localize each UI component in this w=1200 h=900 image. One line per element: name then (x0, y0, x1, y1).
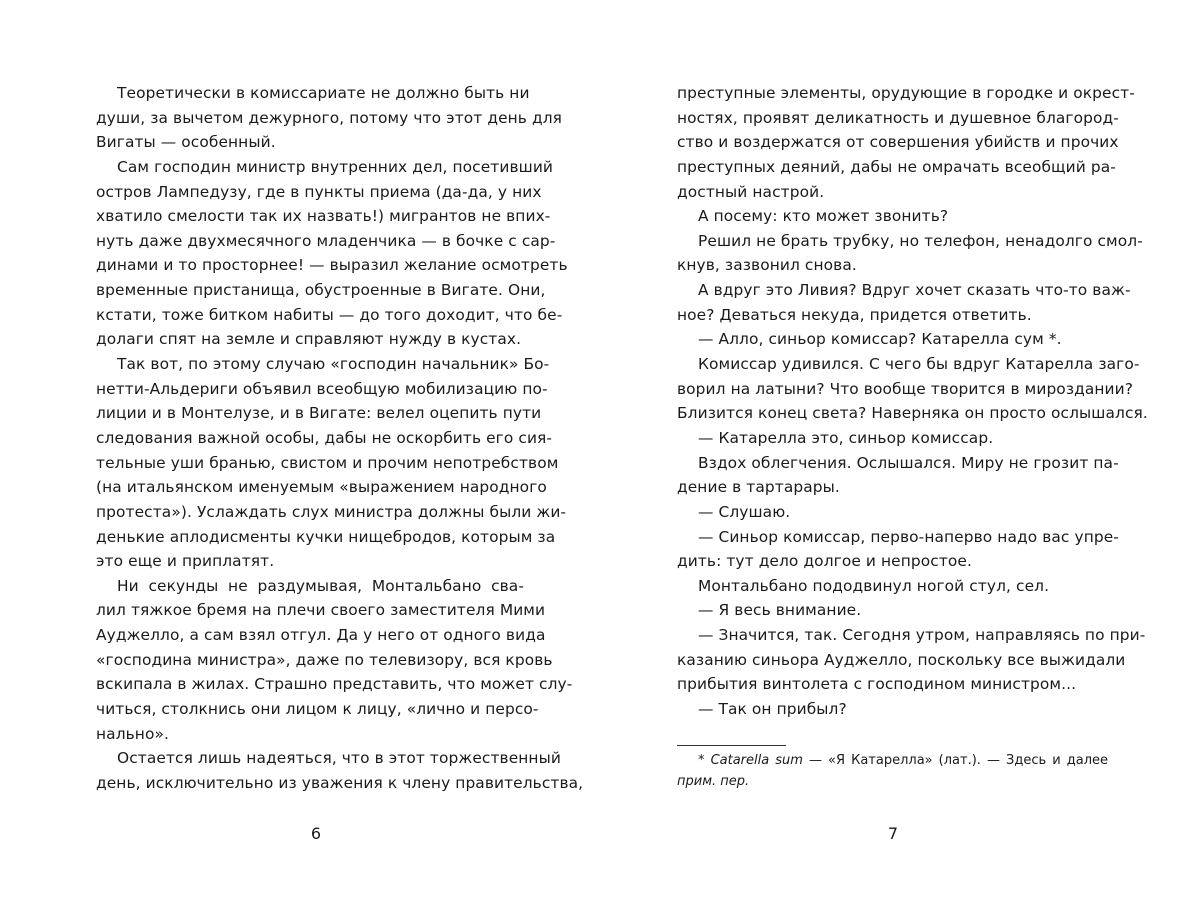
right-page-text (677, 81, 1148, 722)
text-line: кнув, зазвонил снова. (677, 256, 857, 275)
text-line: ностях, проявят деликатность и душевное благород- (677, 108, 1119, 127)
text-line: — Я весь внимание. (698, 601, 862, 620)
page-number: 6 (310, 824, 322, 843)
text-line: Монтальбано пододвинул ногой стул, сел. (698, 576, 1050, 595)
text-line: — Катарелла это, синьор комиссар. (698, 428, 994, 447)
footnote-translation: — «Я Катарелла» (лат.). — Здесь и далее (809, 753, 1108, 768)
text-line: — Так он прибыл? (698, 700, 847, 719)
text-line: лил тяжкое бремя на плечи своего заместителя Мими (96, 601, 546, 620)
page-number: 7 (887, 824, 899, 843)
text-line: Теоретически в комиссариате не должно быть ни (117, 84, 530, 102)
text-line: день, исключительно из уважения к члену правительства, (96, 773, 584, 792)
text-line: Ни секунды не раздумывая, Монтальбано сва- (117, 576, 524, 595)
left-page-text (96, 81, 584, 796)
footnote-latin: Catarella sum (710, 753, 803, 768)
footnote-line: прим. пер. (677, 774, 750, 789)
text-line: нально». (96, 724, 169, 743)
text-line: кстати, тоже битком набиты — до того доходит, что бе- (96, 305, 563, 324)
text-line: динами и то просторнее! — выразил желание осмотреть (96, 256, 568, 275)
text-line: Остается лишь надеяться, что в этот торжественный (117, 749, 561, 768)
text-line: хватило смелости так их назвать!) мигрантов не впих- (96, 207, 551, 226)
right-page (600, 0, 1200, 900)
text-line: — Алло, синьор комиссар? Катарелла сум *. (698, 330, 1062, 349)
text-line: Вигаты — особенный. (96, 133, 276, 152)
text-line: достный настрой. (677, 182, 825, 201)
text-line: лиции и в Монтелузе, и в Вигате: велел оцепить пути (96, 404, 542, 423)
footnote-marker: * (698, 753, 705, 768)
text-line: преступных деяний, дабы не омрачать всеобщий ра- (677, 157, 1116, 176)
text-line: Так вот, по этому случаю «господин начальник» Бо- (117, 355, 550, 374)
text-line: А посему: кто может звонить? (698, 207, 949, 226)
text-line: — Значится, так. Сегодня утром, направляясь по при- (698, 626, 1146, 645)
text-line: дить: тут дело долгое и непростое. (677, 552, 972, 571)
text-line: Близится конец света? Наверняка он просто ослышался. (677, 404, 1148, 423)
text-line: нетти-Альдериги объявил всеобщую мобилизацию по- (96, 379, 548, 398)
text-line: казанию синьора Ауджелло, поскольку все выжидали (677, 650, 1126, 669)
text-line: А вдруг это Ливия? Вдруг хочет сказать что-то важ- (698, 281, 1131, 300)
text-line: денькие аплодисменты кучки нищебродов, которым за (96, 527, 556, 546)
text-line: (на итальянском именуемым «выражением народного (96, 478, 547, 497)
text-line: Сам господин министр внутренних дел, посетивший (117, 157, 554, 176)
text-line: читься, столкнись они лицом к лицу, «лично и персо- (96, 700, 539, 719)
text-line: временные пристанища, обустроенные в Вигате. Они, (96, 281, 546, 300)
text-line: Вздох облегчения. Ослышался. Миру не грозит па- (698, 453, 1119, 472)
text-line: дение в тартарары. (677, 478, 840, 497)
text-line: долаги спят на земле и справляют нужду в кустах. (96, 330, 522, 349)
footnote-divider (677, 745, 786, 746)
text-line: остров Лампедузу, где в пункты приема (да-да, у них (96, 182, 542, 201)
text-line: ство и воздержатся от совершения убийств и прочих (677, 133, 1119, 152)
text-line: «господина министра», даже по телевизору, вся кровь (96, 650, 553, 669)
text-line: следования важной особы, дабы не оскорбить его сия- (96, 428, 553, 447)
text-line: нуть даже двухмесячного младенчика — в бочке с сар- (96, 231, 556, 250)
text-line: Ауджелло, а сам взял отгул. Да у него от одного вида (96, 626, 546, 645)
text-line: тельные уши бранью, свистом и прочим непотребством (96, 453, 559, 472)
text-line: ворил на латыни? Что вообще творится в мироздании? (677, 379, 1134, 398)
text-line: прибытия винтолета с господином министром... (677, 675, 1077, 694)
footnote-line (677, 750, 1108, 771)
text-line: преступные элементы, орудующие в городке и окрест- (677, 84, 1135, 102)
footnote (677, 750, 1108, 792)
text-line: это еще и приплатят. (96, 552, 275, 571)
text-line: — Синьор комиссар, перво-наперво надо вас упре- (698, 527, 1119, 546)
text-line: вскипала в жилах. Страшно представить, что может слу- (96, 675, 573, 694)
text-line: души, за вычетом дежурного, потому что этот день для (96, 108, 563, 127)
text-line: протеста»). Услаждать слух министра должны были жи- (96, 502, 567, 521)
text-line: — Слушаю. (698, 502, 791, 521)
text-line: Решил не брать трубку, но телефон, ненадолго смол- (698, 231, 1143, 250)
text-line: ное? Деваться некуда, придется ответить. (677, 305, 1032, 324)
text-line: Комиссар удивился. С чего бы вдруг Катарелла заго- (698, 355, 1140, 374)
